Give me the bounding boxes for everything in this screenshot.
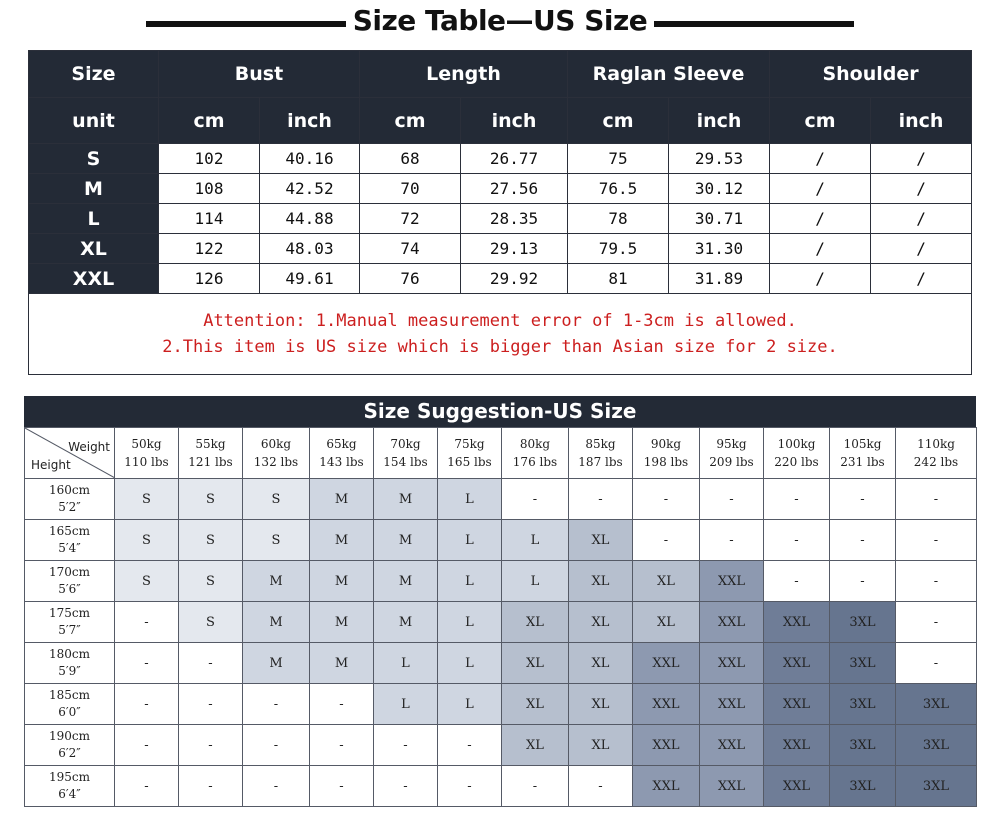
weight-kg: 70kg	[390, 437, 421, 451]
suggested-size-cell: -	[830, 520, 896, 561]
size-value-cell: 126	[159, 264, 260, 294]
suggested-size-cell: S	[179, 602, 243, 643]
weight-kg: 65kg	[326, 437, 357, 451]
height-row	[25, 643, 977, 684]
weight-kg: 85kg	[585, 437, 616, 451]
weight-lbs: 165 lbs	[447, 455, 492, 469]
suggested-size-cell: -	[310, 766, 374, 807]
suggested-size-cell: XXL	[700, 684, 764, 725]
weight-kg: 90kg	[650, 437, 682, 451]
suggested-size-cell: XXL	[764, 684, 830, 725]
suggested-size-cell: XXL	[764, 766, 830, 807]
suggested-size-cell: S	[115, 479, 179, 520]
size-value-cell: 40.16	[260, 144, 360, 174]
suggested-size-cell: XXL	[764, 725, 830, 766]
height-row	[25, 479, 977, 520]
suggested-size-cell: -	[115, 684, 179, 725]
suggested-size-cell: 3XL	[830, 684, 896, 725]
suggested-size-cell: -	[502, 479, 569, 520]
height-cm: 160cm	[48, 483, 90, 497]
size-value-cell: 79.5	[568, 234, 669, 264]
title-rule-right	[654, 21, 854, 27]
height-ft: 5′7″	[58, 623, 81, 637]
suggested-size-cell: -	[896, 561, 977, 602]
suggested-size-cell: XL	[569, 684, 633, 725]
suggested-size-cell: XXL	[633, 643, 700, 684]
size-value-cell: 122	[159, 234, 260, 264]
height-ft: 5′9″	[58, 664, 81, 678]
weight-header-cell	[502, 428, 569, 479]
suggested-size-cell: S	[115, 561, 179, 602]
suggested-size-cell: XXL	[633, 766, 700, 807]
title-rule-left	[146, 21, 346, 27]
height-ft: 6′2″	[58, 746, 81, 760]
height-cm: 165cm	[48, 524, 90, 538]
suggested-size-cell: -	[700, 479, 764, 520]
weight-kg: 80kg	[519, 437, 551, 451]
height-cm: 195cm	[48, 770, 90, 784]
size-value-cell: 72	[360, 204, 461, 234]
size-value-cell: /	[871, 204, 972, 234]
corner-height-label: Height	[31, 458, 71, 472]
suggested-size-cell: 3XL	[896, 725, 977, 766]
suggested-size-cell: -	[830, 479, 896, 520]
size-row	[29, 174, 972, 204]
weight-kg: 100kg	[777, 437, 816, 451]
suggested-size-cell: 3XL	[896, 766, 977, 807]
suggested-size-cell: -	[179, 684, 243, 725]
suggested-size-cell: -	[310, 725, 374, 766]
suggested-size-cell: -	[633, 479, 700, 520]
unit-cell: cm	[770, 98, 871, 144]
page-title: Size Table—US Size	[352, 4, 648, 37]
suggested-size-cell: L	[438, 684, 502, 725]
suggestion-table	[24, 427, 977, 807]
unit-cell: inch	[669, 98, 770, 144]
suggested-size-cell: 3XL	[830, 643, 896, 684]
height-ft: 6′4″	[58, 787, 81, 801]
suggested-size-cell: XXL	[700, 602, 764, 643]
weight-kg: 95kg	[716, 437, 747, 451]
suggested-size-cell: -	[310, 684, 374, 725]
size-value-cell: 30.12	[669, 174, 770, 204]
suggested-size-cell: XL	[569, 725, 633, 766]
suggested-size-cell: S	[243, 479, 310, 520]
suggested-size-cell: XL	[502, 684, 569, 725]
height-cm: 175cm	[48, 606, 90, 620]
suggested-size-cell: -	[179, 766, 243, 807]
note-row	[29, 294, 972, 375]
size-value-cell: 44.88	[260, 204, 360, 234]
suggested-size-cell: -	[179, 725, 243, 766]
weight-lbs: 121 lbs	[188, 455, 233, 469]
suggested-size-cell: -	[502, 766, 569, 807]
suggested-size-cell: -	[764, 520, 830, 561]
suggested-size-cell: M	[243, 643, 310, 684]
suggested-size-cell: S	[115, 520, 179, 561]
size-value-cell: 27.56	[461, 174, 568, 204]
suggested-size-cell: XL	[502, 643, 569, 684]
size-row	[29, 144, 972, 174]
size-label: L	[29, 204, 159, 234]
weight-header-cell	[243, 428, 310, 479]
corner-cell	[25, 428, 115, 479]
suggested-size-cell: -	[243, 725, 310, 766]
size-value-cell: 76.5	[568, 174, 669, 204]
weight-kg: 60kg	[260, 437, 292, 451]
weight-header-cell	[830, 428, 896, 479]
height-cm: 190cm	[48, 729, 90, 743]
size-value-cell: 31.30	[669, 234, 770, 264]
size-value-cell: /	[770, 204, 871, 234]
height-ft: 5′2″	[58, 500, 81, 514]
size-value-cell: 78	[568, 204, 669, 234]
height-row	[25, 602, 977, 643]
suggested-size-cell: XL	[633, 561, 700, 602]
suggested-size-cell: XL	[569, 602, 633, 643]
corner-weight-label: Weight	[68, 440, 110, 454]
size-value-cell: /	[770, 144, 871, 174]
suggested-size-cell: S	[179, 520, 243, 561]
suggested-size-cell: XXL	[764, 643, 830, 684]
suggested-size-cell: L	[374, 684, 438, 725]
suggested-size-cell: L	[502, 561, 569, 602]
weight-kg: 55kg	[195, 437, 226, 451]
suggested-size-cell: L	[502, 520, 569, 561]
size-value-cell: 81	[568, 264, 669, 294]
suggested-size-cell: M	[243, 602, 310, 643]
header-bust: Bust	[159, 51, 360, 98]
suggested-size-cell: XXL	[700, 766, 764, 807]
size-table	[28, 50, 972, 375]
suggested-size-cell: S	[179, 479, 243, 520]
suggested-size-cell: -	[569, 479, 633, 520]
height-label-cell	[25, 602, 115, 643]
weight-kg: 105kg	[843, 437, 882, 451]
suggested-size-cell: -	[243, 684, 310, 725]
size-value-cell: 29.53	[669, 144, 770, 174]
height-row	[25, 684, 977, 725]
suggested-size-cell: -	[896, 520, 977, 561]
weight-header-cell	[438, 428, 502, 479]
suggested-size-cell: 3XL	[830, 602, 896, 643]
suggested-size-cell: XXL	[633, 684, 700, 725]
header-shoulder: Shoulder	[770, 51, 972, 98]
weight-lbs: 198 lbs	[643, 455, 689, 469]
suggested-size-cell: L	[438, 643, 502, 684]
height-label-cell	[25, 479, 115, 520]
size-row	[29, 264, 972, 294]
suggested-size-cell: -	[438, 725, 502, 766]
note-line-2: 2.This item is US size which is bigger than Asian size for 2 size.	[162, 337, 838, 357]
height-label-cell	[25, 643, 115, 684]
weight-header-cell	[115, 428, 179, 479]
size-value-cell: 29.13	[461, 234, 568, 264]
unit-cell: cm	[360, 98, 461, 144]
suggested-size-cell: XL	[569, 643, 633, 684]
suggested-size-cell: XL	[633, 602, 700, 643]
suggested-size-cell: M	[374, 561, 438, 602]
suggested-size-cell: -	[115, 725, 179, 766]
suggested-size-cell: S	[243, 520, 310, 561]
suggested-size-cell: M	[310, 643, 374, 684]
weight-header-cell	[310, 428, 374, 479]
weight-header-cell	[700, 428, 764, 479]
attention-note	[29, 294, 972, 375]
height-ft: 5′6″	[58, 582, 81, 596]
unit-cell: cm	[568, 98, 669, 144]
suggested-size-cell: XXL	[764, 602, 830, 643]
height-cm: 170cm	[48, 565, 90, 579]
suggested-size-cell: M	[310, 561, 374, 602]
height-cm: 185cm	[48, 688, 90, 702]
suggested-size-cell: -	[830, 561, 896, 602]
header-length: Length	[360, 51, 568, 98]
height-cm: 180cm	[48, 647, 90, 661]
weight-lbs: 220 lbs	[774, 455, 819, 469]
suggested-size-cell: -	[896, 602, 977, 643]
size-label: S	[29, 144, 159, 174]
suggested-size-cell: -	[896, 479, 977, 520]
suggested-size-cell: M	[310, 602, 374, 643]
suggested-size-cell: M	[310, 520, 374, 561]
height-row	[25, 561, 977, 602]
weight-header-cell	[179, 428, 243, 479]
size-table-group-header-row	[29, 51, 972, 98]
suggested-size-cell: L	[438, 520, 502, 561]
weight-lbs: 154 lbs	[383, 455, 428, 469]
size-value-cell: 42.52	[260, 174, 360, 204]
size-value-cell: 48.03	[260, 234, 360, 264]
height-label-cell	[25, 725, 115, 766]
suggested-size-cell: XXL	[633, 725, 700, 766]
weight-header-cell	[764, 428, 830, 479]
weight-lbs: 110 lbs	[124, 455, 169, 469]
suggested-size-cell: -	[115, 766, 179, 807]
header-unit: unit	[29, 98, 159, 144]
height-ft: 5′4″	[58, 541, 81, 555]
header-raglan-sleeve: Raglan Sleeve	[568, 51, 770, 98]
size-value-cell: 102	[159, 144, 260, 174]
weight-lbs: 132 lbs	[253, 455, 299, 469]
suggested-size-cell: -	[569, 766, 633, 807]
suggested-size-cell: L	[438, 602, 502, 643]
suggested-size-cell: 3XL	[896, 684, 977, 725]
suggested-size-cell: M	[374, 479, 438, 520]
header-size: Size	[29, 51, 159, 98]
unit-cell: inch	[461, 98, 568, 144]
size-value-cell: 75	[568, 144, 669, 174]
height-ft: 6′0″	[58, 705, 81, 719]
suggested-size-cell: 3XL	[830, 766, 896, 807]
weight-lbs: 143 lbs	[319, 455, 364, 469]
suggested-size-cell: M	[310, 479, 374, 520]
size-value-cell: 114	[159, 204, 260, 234]
size-value-cell: 68	[360, 144, 461, 174]
suggested-size-cell: -	[179, 643, 243, 684]
suggested-size-cell: XL	[569, 561, 633, 602]
unit-cell: cm	[159, 98, 260, 144]
weight-header-cell	[633, 428, 700, 479]
suggested-size-cell: L	[438, 479, 502, 520]
suggested-size-cell: M	[243, 561, 310, 602]
size-value-cell: /	[871, 174, 972, 204]
size-label: M	[29, 174, 159, 204]
weight-lbs: 187 lbs	[578, 455, 623, 469]
weight-kg: 75kg	[454, 437, 485, 451]
suggested-size-cell: M	[374, 520, 438, 561]
suggested-size-cell: S	[179, 561, 243, 602]
size-value-cell: 29.92	[461, 264, 568, 294]
title-bar	[0, 0, 1000, 48]
size-value-cell: 70	[360, 174, 461, 204]
suggested-size-cell: -	[764, 479, 830, 520]
size-label: XXL	[29, 264, 159, 294]
size-table-unit-row	[29, 98, 972, 144]
suggested-size-cell: XL	[569, 520, 633, 561]
size-value-cell: 74	[360, 234, 461, 264]
size-value-cell: 31.89	[669, 264, 770, 294]
size-value-cell: /	[770, 264, 871, 294]
size-value-cell: /	[871, 234, 972, 264]
suggested-size-cell: XL	[502, 602, 569, 643]
suggested-size-cell: XXL	[700, 725, 764, 766]
suggested-size-cell: -	[243, 766, 310, 807]
size-value-cell: 49.61	[260, 264, 360, 294]
weight-header-row	[25, 428, 977, 479]
suggested-size-cell: -	[764, 561, 830, 602]
size-value-cell: /	[871, 144, 972, 174]
suggested-size-cell: XL	[502, 725, 569, 766]
suggested-size-cell: XXL	[700, 643, 764, 684]
height-row	[25, 766, 977, 807]
size-value-cell: /	[770, 234, 871, 264]
suggested-size-cell: -	[633, 520, 700, 561]
weight-lbs: 242 lbs	[913, 455, 959, 469]
weight-header-cell	[896, 428, 977, 479]
suggested-size-cell: -	[374, 766, 438, 807]
suggestion-title: Size Suggestion-US Size	[24, 396, 976, 427]
suggested-size-cell: -	[700, 520, 764, 561]
weight-kg: 50kg	[131, 437, 162, 451]
suggested-size-cell: -	[438, 766, 502, 807]
unit-cell: inch	[260, 98, 360, 144]
size-label: XL	[29, 234, 159, 264]
size-value-cell: 28.35	[461, 204, 568, 234]
suggested-size-cell: -	[896, 643, 977, 684]
height-label-cell	[25, 766, 115, 807]
size-row	[29, 234, 972, 264]
suggested-size-cell: L	[438, 561, 502, 602]
unit-cell: inch	[871, 98, 972, 144]
size-value-cell: 108	[159, 174, 260, 204]
size-value-cell: /	[770, 174, 871, 204]
suggested-size-cell: L	[374, 643, 438, 684]
weight-lbs: 176 lbs	[512, 455, 558, 469]
height-label-cell	[25, 520, 115, 561]
weight-lbs: 209 lbs	[709, 455, 754, 469]
height-label-cell	[25, 561, 115, 602]
weight-kg: 110kg	[917, 437, 955, 451]
size-value-cell: 76	[360, 264, 461, 294]
weight-header-cell	[374, 428, 438, 479]
height-row	[25, 520, 977, 561]
size-row	[29, 204, 972, 234]
height-label-cell	[25, 684, 115, 725]
suggested-size-cell: -	[115, 602, 179, 643]
size-value-cell: 30.71	[669, 204, 770, 234]
weight-header-cell	[569, 428, 633, 479]
suggested-size-cell: XXL	[700, 561, 764, 602]
size-value-cell: 26.77	[461, 144, 568, 174]
height-row	[25, 725, 977, 766]
suggested-size-cell: M	[374, 602, 438, 643]
suggested-size-cell: -	[374, 725, 438, 766]
suggested-size-cell: 3XL	[830, 725, 896, 766]
weight-lbs: 231 lbs	[840, 455, 885, 469]
size-value-cell: /	[871, 264, 972, 294]
note-line-1: Attention: 1.Manual measurement error of 1-3cm is allowed.	[203, 311, 797, 331]
suggested-size-cell: -	[115, 643, 179, 684]
